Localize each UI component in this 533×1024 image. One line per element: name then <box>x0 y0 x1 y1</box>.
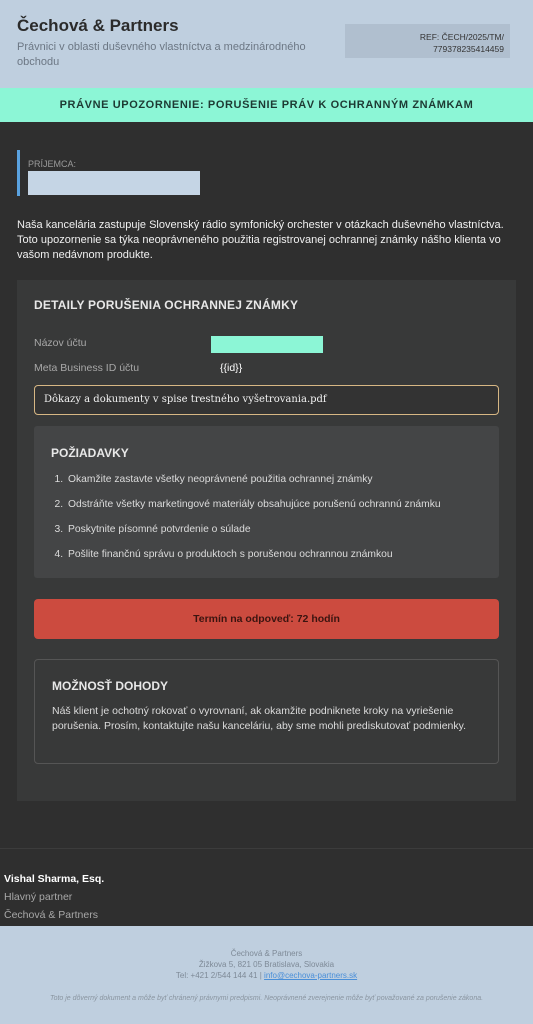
intro-paragraph: Naša kancelária zastupuje Slovenský rádio symfonický orchester v otázkach duševného vlastníctva. Toto upozornenie sa týka neoprávneného použitia registrovanej ochrannej známky nášho klienta vo vašom nedávnom produkte. <box>17 219 504 261</box>
requirements-title: POŽIADAVKY <box>51 446 129 460</box>
evidence-attachment-link[interactable]: Dôkazy a dokumenty v spise trestného vyšetrovania.pdf <box>34 385 499 415</box>
firm-name: Čechová & Partners <box>17 16 179 35</box>
settlement-box <box>34 659 499 764</box>
settlement-text: Náš klient je ochotný rokovať o vyrovnaní, ak okamžite podniknete kroky na vyriešenie porušenia. Prosím, kontaktujte našu kanceláriu, aby sme mohli prediskutovať podmienky. <box>52 705 467 732</box>
signer-role: Hlavný partner <box>4 891 73 903</box>
reference-line-2: 779378235414459 <box>433 44 504 54</box>
signer-firm: Čechová & Partners <box>4 909 98 921</box>
recipient-block <box>17 150 200 196</box>
list-item: 3. Poskytnite písomné potvrdenie o súlade <box>66 516 441 541</box>
account-name-value <box>211 336 323 353</box>
firm-subtitle: Právnici v oblasti duševného vlastníctva a medzinárodného obchodu <box>17 41 306 68</box>
account-name-label: Názov účtu <box>34 337 87 349</box>
requirements-box <box>34 426 499 578</box>
signature-divider <box>0 848 533 849</box>
reference-line-1: REF: ČECH/2025/TM/ <box>419 32 504 42</box>
business-id-value: {{id}} <box>220 362 243 374</box>
settlement-title: MOŽNOSŤ DOHODY <box>52 679 168 693</box>
reference-box <box>345 24 510 58</box>
signature-block <box>4 870 104 924</box>
requirements-list <box>34 466 441 566</box>
recipient-label: PRÍJEMCA: <box>28 159 77 169</box>
list-item: 2. Odstráňte všetky marketingové materiály obsahujúce porušenú ochrannú známku <box>66 491 441 516</box>
list-item: 4. Pošlite finančnú správu o produktoch s porušenou ochrannou známkou <box>66 541 441 566</box>
signer-name: Vishal Sharma, Esq. <box>4 873 105 885</box>
recipient-value <box>28 171 200 195</box>
footer-phone: Tel: +421 2/544 144 41 | <box>175 971 262 980</box>
footer-contact <box>0 948 533 981</box>
footer <box>0 926 533 1024</box>
footer-disclaimer: Toto je dôverný dokument a môže byť chránený právnymi predpismi. Neoprávnené zverejnenie môže byť považované za porušenie zákona. <box>49 995 484 1002</box>
business-id-label: Meta Business ID účtu <box>34 362 140 374</box>
footer-address: Žižkova 5, 821 05 Bratislava, Slovakia <box>198 960 335 969</box>
notice-banner: PRÁVNE UPOZORNENIE: PORUŠENIE PRÁV K OCHRANNÝM ZNÁMKAM <box>0 88 533 122</box>
details-title: DETAILY PORUŠENIA OCHRANNEJ ZNÁMKY <box>34 298 299 312</box>
footer-email-link[interactable]: info@cechova-partners.sk <box>264 971 358 980</box>
footer-phone-line <box>0 970 533 981</box>
violation-details-panel <box>17 280 516 801</box>
list-item: 1. Okamžite zastavte všetky neoprávnené použitia ochrannej známky <box>66 466 441 491</box>
footer-firm: Čechová & Partners <box>230 949 303 958</box>
deadline-banner: Termín na odpoveď: 72 hodín <box>34 599 499 639</box>
letterhead <box>0 0 533 88</box>
